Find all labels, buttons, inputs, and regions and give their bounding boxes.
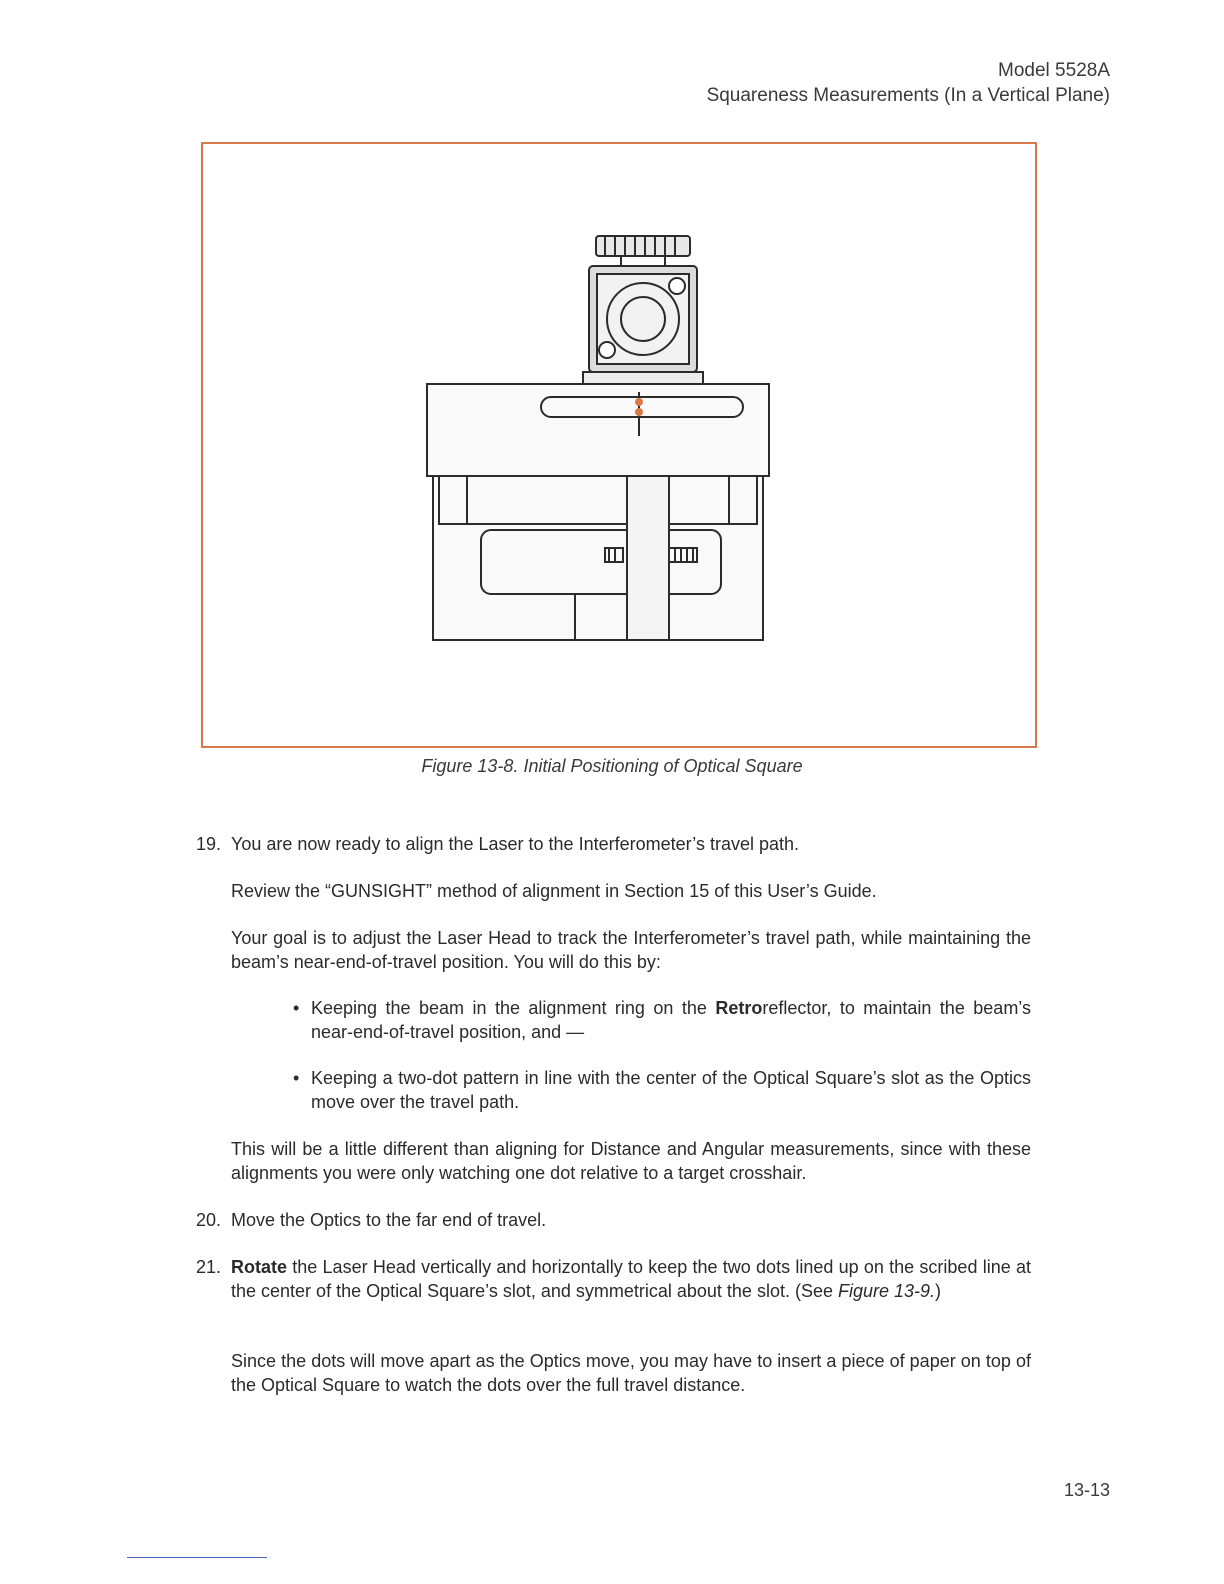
footer-rule bbox=[127, 1557, 267, 1558]
step-number-21: 21. bbox=[196, 1257, 222, 1277]
bullet-item bbox=[293, 996, 1031, 1044]
step-19-text: You are now ready to align the Laser to the Interferometer’s travel path. bbox=[231, 834, 800, 854]
bullet-text: Keeping the beam in the alignment ring on the Retroreflector, to maintain the beam’s near-end-of-travel position, and — bbox=[311, 998, 1031, 1042]
optical-square-illustration bbox=[203, 144, 1035, 746]
optical-square-slab bbox=[427, 384, 769, 476]
figure-caption: Figure 13-8. Initial Positioning of Optical Square bbox=[421, 756, 803, 776]
bullet-item bbox=[293, 1066, 1031, 1114]
step-number-19: 19. bbox=[196, 834, 222, 854]
step-19-note: This will be a little different than aligning for Distance and Angular measurements, since with these alignments you were only watching one dot relative to a target crosshair. bbox=[231, 1139, 1031, 1183]
page-header bbox=[707, 58, 1110, 108]
bullet-dot: • bbox=[293, 1068, 300, 1088]
top-knob bbox=[596, 236, 690, 266]
step-number-20: 20. bbox=[196, 1210, 222, 1230]
step-20-text: Move the Optics to the far end of travel. bbox=[231, 1210, 547, 1230]
page-number: 13-13 bbox=[1063, 1480, 1110, 1500]
step-19-goal: Your goal is to adjust the Laser Head to track the Interferometer’s travel path, while maintaining the beam’s near-end-of-travel position. You will do this by: bbox=[231, 928, 1031, 972]
step-21-note: Since the dots will move apart as the Optics move, you may have to insert a piece of paper on top of the Optical Square to watch the dots over the full travel distance. bbox=[231, 1351, 1031, 1395]
bullet-text: Keeping a two-dot pattern in line with the center of the Optical Square’s slot as the Optics move over the travel path. bbox=[311, 1068, 1031, 1112]
header-section: Squareness Measurements (In a Vertical Plane) bbox=[706, 85, 1110, 106]
mount-base bbox=[433, 476, 763, 640]
retroreflector-housing bbox=[583, 266, 703, 384]
bullet-dot: • bbox=[293, 998, 300, 1018]
figure-frame bbox=[201, 142, 1037, 748]
step-21-text: Rotate the Laser Head vertically and horizontally to keep the two dots lined up on the scribed line at the center of the Optical Square’s slot, and symmetrical about the slot. (See Figure 13-9.) bbox=[231, 1257, 1031, 1301]
header-model: Model 5528A bbox=[998, 60, 1110, 81]
step-19-review: Review the “GUNSIGHT” method of alignment in Section 15 of this User’s Guide. bbox=[231, 881, 877, 901]
